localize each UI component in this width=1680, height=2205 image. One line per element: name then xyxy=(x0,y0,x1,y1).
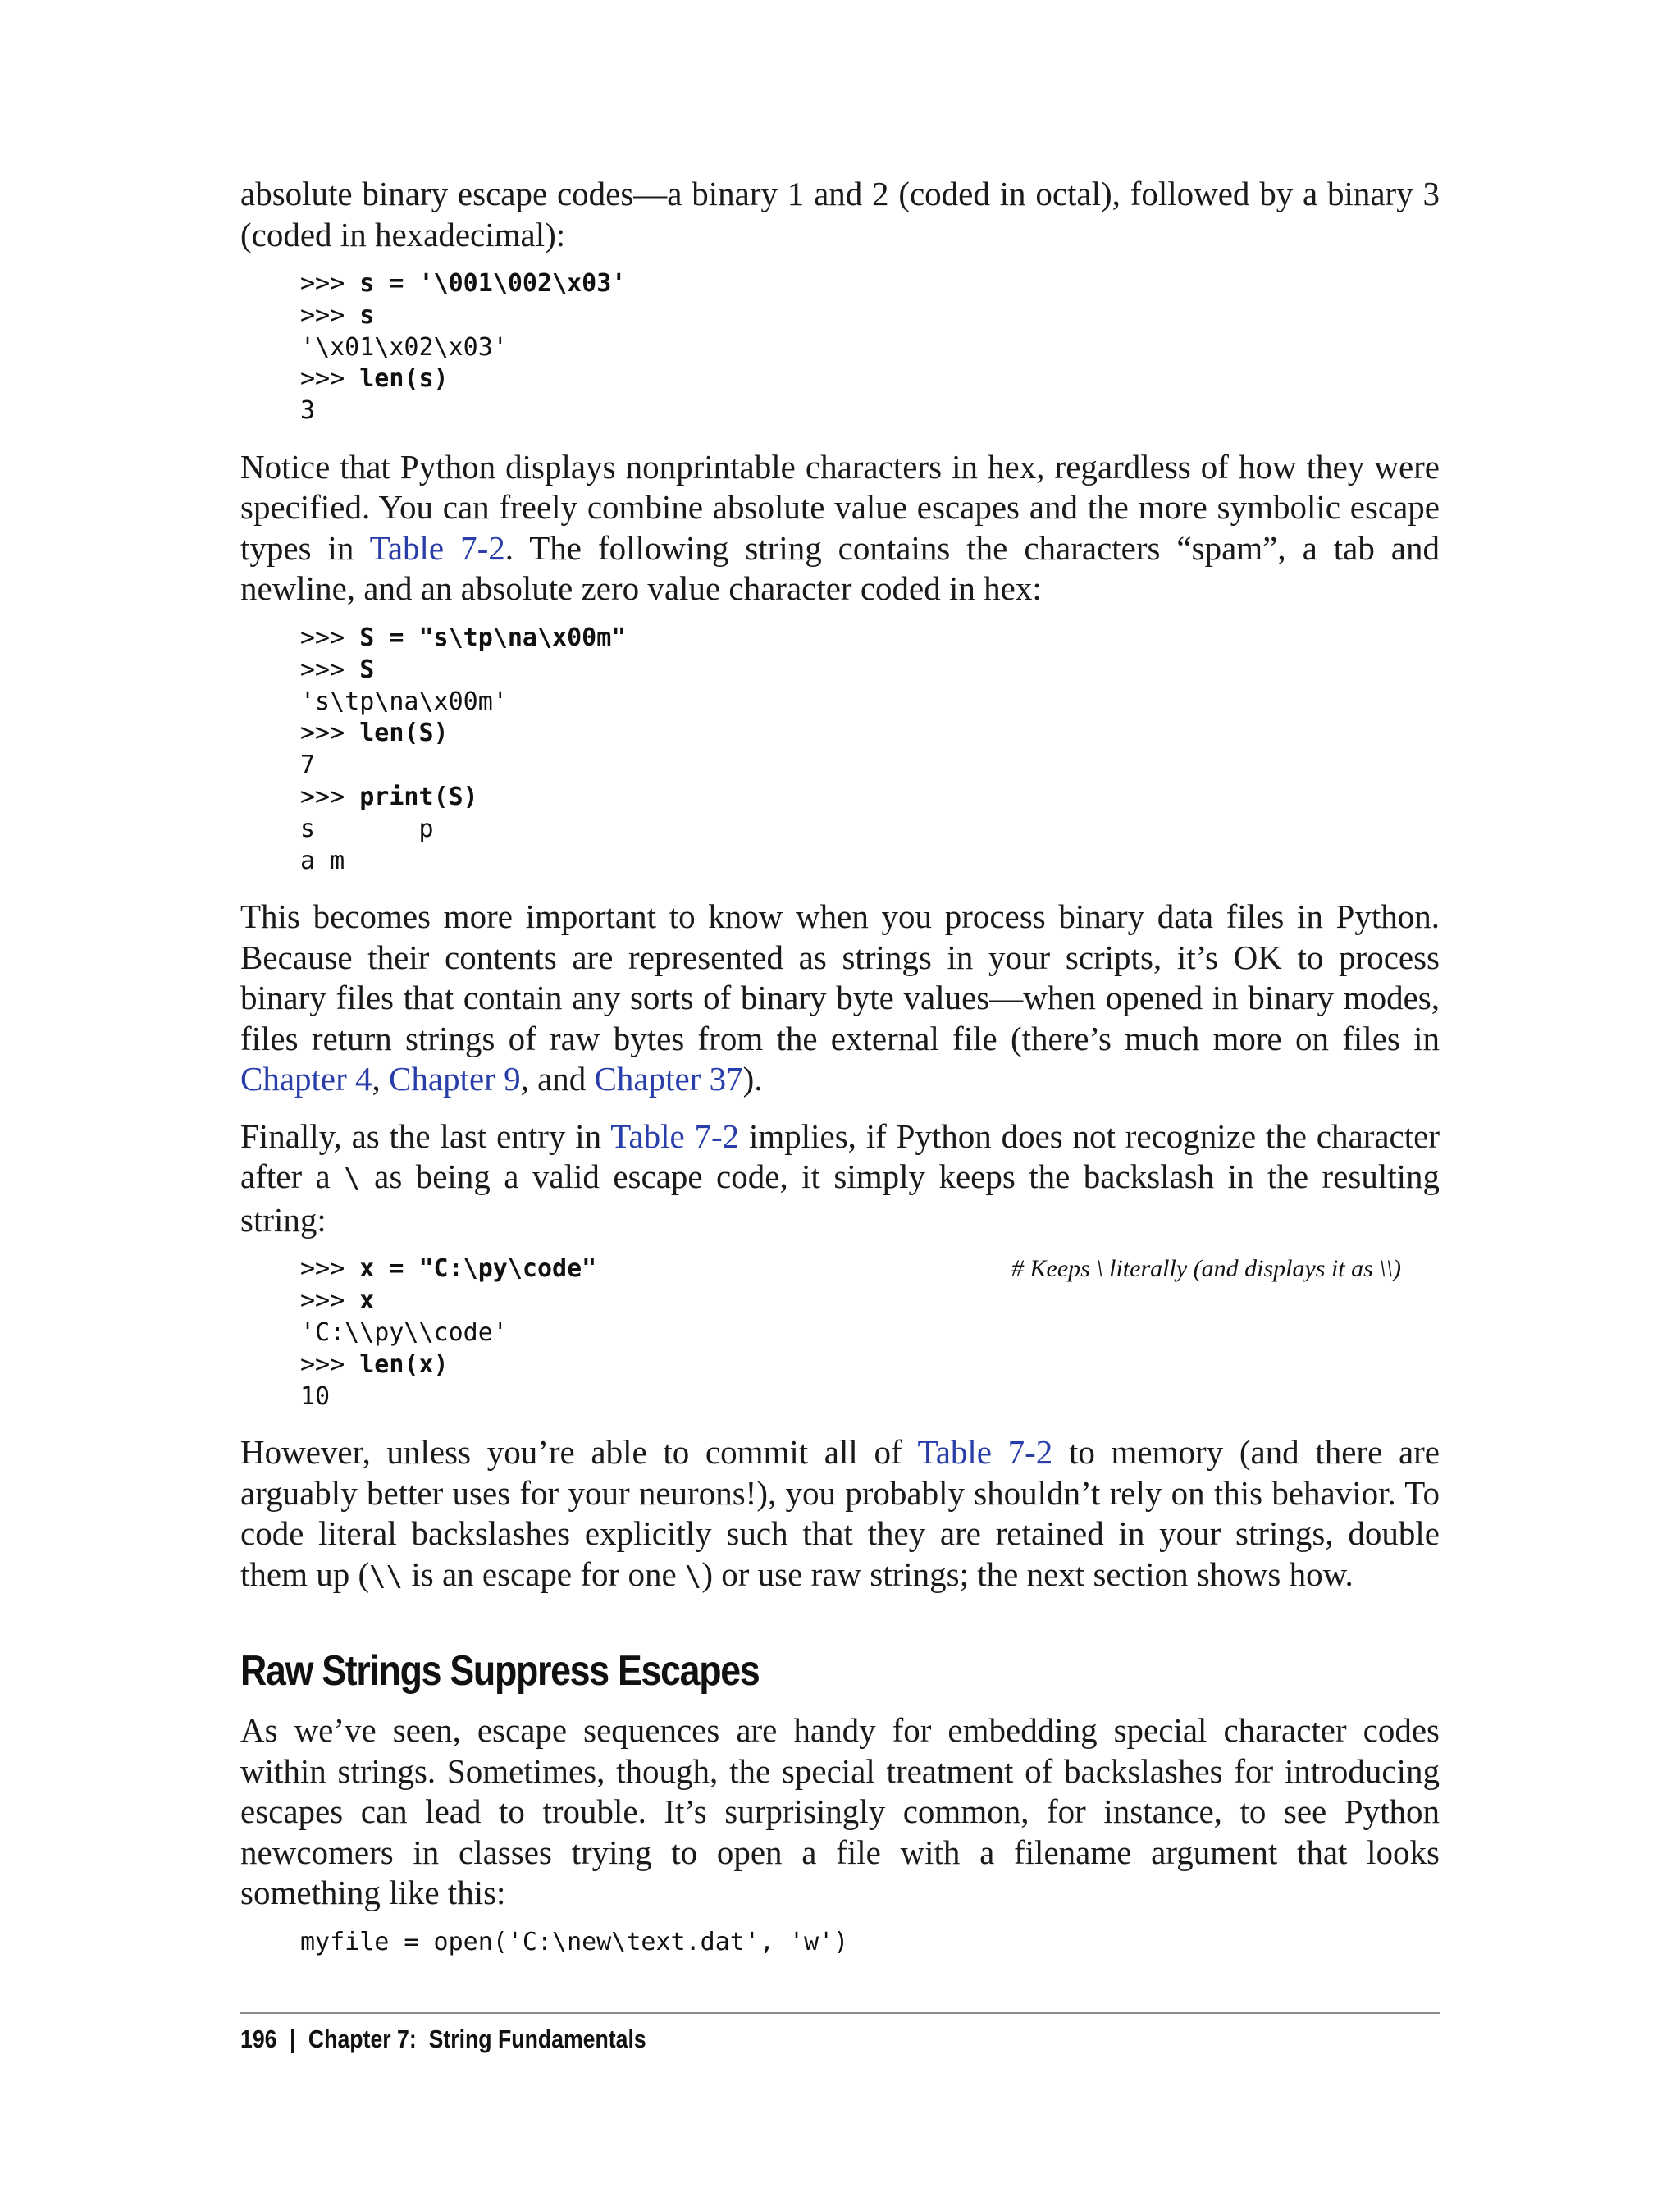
paragraph-text: , xyxy=(372,1060,390,1098)
code-line xyxy=(300,623,1440,655)
code-prompt: >>> xyxy=(300,782,360,811)
code-output: 3 xyxy=(300,396,316,426)
section-heading: Raw Strings Suppress Escapes xyxy=(240,1647,760,1696)
code-line xyxy=(300,268,1440,300)
page-number: 196 xyxy=(240,2025,277,2053)
code-prompt: >>> xyxy=(300,1254,360,1284)
code-output: 7 xyxy=(300,751,316,780)
table-7-2-link[interactable]: Table 7-2 xyxy=(917,1433,1053,1472)
page-footer xyxy=(240,2025,646,2054)
code-command: S = "s\tp\na\x00m" xyxy=(359,623,627,652)
code-prompt: >>> xyxy=(300,300,360,330)
code-line xyxy=(300,1285,1440,1317)
chapter-4-link[interactable]: Chapter 4 xyxy=(240,1060,372,1098)
paragraph-text: Notice that Python displays nonprintable characters in hex, regardless of how they were specified. You can freely combine absolute value escapes and the more symbolic escape types in xyxy=(240,447,1440,567)
inline-backslash: \ xyxy=(344,1162,361,1196)
code-command: s xyxy=(359,300,375,330)
paragraph-text: is an escape for one xyxy=(403,1554,685,1593)
code-prompt: >>> xyxy=(300,1349,360,1379)
code-prompt: >>> xyxy=(300,655,360,684)
code-prompt: >>> xyxy=(300,1286,360,1316)
chapter-9-link[interactable]: Chapter 9 xyxy=(389,1060,521,1098)
code-prompt: >>> xyxy=(300,269,360,298)
code-line xyxy=(300,363,1440,395)
page-body xyxy=(240,174,1440,1979)
footer-separator: | xyxy=(289,2025,296,2053)
paragraph-text: as being a valid escape code, it simply keeps the backslash in the resulting string: xyxy=(240,1157,1440,1239)
code-command: print(S) xyxy=(359,782,478,811)
paragraph-1: absolute binary escape codes—a binary 1 and 2 (coded in octal), followed by a binary 3 (coded in hexadecimal): xyxy=(240,175,1440,253)
paragraph-2 xyxy=(240,447,1440,609)
code-command: s = '\001\002\x03' xyxy=(359,269,627,298)
code-line xyxy=(300,300,1440,332)
code-output: myfile = open('C:\new\text.dat', 'w') xyxy=(300,1927,849,1956)
code-block-3 xyxy=(300,1253,1440,1413)
paragraph-6: As we’ve seen, escape sequences are handy for embedding special character codes within strings. Sometimes, though, the special treatment of backslashes for introducing escapes can lead to trouble. It’s surprisingly common, for instance, to see Python newcomers in classes trying to open a file with a filename argument that looks something like this: xyxy=(240,1711,1440,1912)
paragraph-text: ). xyxy=(742,1060,763,1098)
code-output: s p xyxy=(300,814,434,843)
code-output: 'C:\\py\\code' xyxy=(300,1317,508,1347)
code-line xyxy=(300,1349,1440,1381)
code-command: len(s) xyxy=(359,364,449,394)
code-command: x xyxy=(359,1286,375,1316)
paragraph-text: This becomes more important to know when you process binary data files in Python. Because their contents are represented as strings in your scripts, it’s OK to process binary files that contain any sorts of binary byte values—when opened in binary modes, files return strings of raw bytes from the external file (there’s much more on files in xyxy=(240,897,1440,1057)
code-block-4 xyxy=(300,1927,1440,1959)
inline-backslash: \\ xyxy=(369,1559,404,1593)
code-prompt: >>> xyxy=(300,364,360,394)
table-7-2-link[interactable]: Table 7-2 xyxy=(369,528,505,567)
chapter-title: Chapter 7: String Fundamentals xyxy=(308,2025,646,2053)
code-line xyxy=(300,782,1440,814)
table-7-2-link[interactable]: Table 7-2 xyxy=(610,1116,740,1155)
paragraph-text: . The following string contains the characters “spam”, a tab and newline, and an absolute zero value character coded in hex: xyxy=(240,528,1440,608)
chapter-37-link[interactable]: Chapter 37 xyxy=(594,1060,743,1098)
paragraph-text: Finally, as the last entry in xyxy=(240,1116,611,1155)
code-line xyxy=(300,1253,1440,1285)
paragraph-text: ) or use raw strings; the next section shows how. xyxy=(701,1554,1354,1593)
code-output: 10 xyxy=(300,1381,331,1411)
code-comment: # Keeps \ literally (and displays it as \\) xyxy=(1011,1255,1401,1283)
code-command: len(S) xyxy=(359,719,449,748)
code-command: S xyxy=(359,655,375,684)
code-block-2 xyxy=(300,623,1440,877)
inline-backslash: \ xyxy=(684,1559,702,1593)
paragraph-5 xyxy=(240,1432,1440,1597)
code-block-1 xyxy=(300,268,1440,427)
paragraph-text: However, unless you’re able to commit all of xyxy=(240,1433,918,1472)
footer-divider xyxy=(240,2012,1440,2014)
code-prompt: >>> xyxy=(300,623,360,652)
paragraph-text: implies, if Python does not recognize the character after a xyxy=(240,1116,1440,1196)
code-line xyxy=(300,718,1440,750)
paragraph-text: , and xyxy=(520,1060,595,1098)
code-command: x = "C:\py\code" xyxy=(359,1254,597,1284)
code-output: a m xyxy=(300,846,345,875)
paragraph-4 xyxy=(240,1116,1440,1241)
paragraph-3 xyxy=(240,897,1440,1100)
code-line xyxy=(300,655,1440,687)
paragraph-text: to memory (and there are arguably better uses for your neurons!), you probably shouldn’t rely on this behavior. To code literal backslashes explicitly such that they are retained in your strings, double them up ( xyxy=(240,1433,1440,1593)
code-command: len(x) xyxy=(359,1349,449,1379)
code-prompt: >>> xyxy=(300,719,360,748)
code-output: '\x01\x02\x03' xyxy=(300,332,508,362)
code-output: 's\tp\na\x00m' xyxy=(300,687,508,716)
